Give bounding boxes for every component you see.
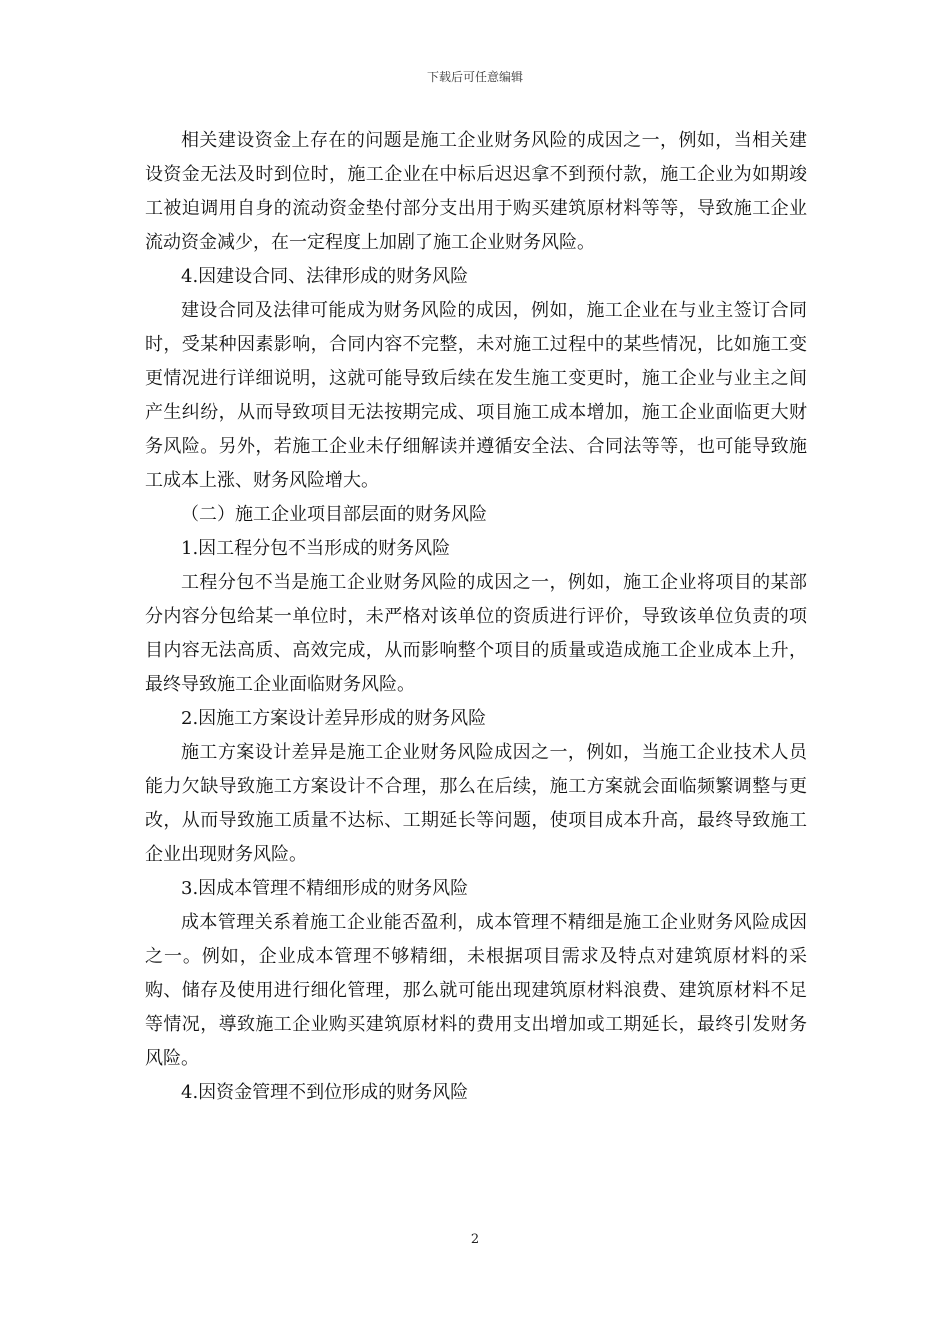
- page-header: 下载后可任意编辑: [426, 70, 523, 84]
- document-body: [145, 124, 807, 1110]
- paragraph: 施工方案设计差异是施工企业财务风险成因之一，例如，当施工企业技术人员能力欠缺导致施工方案设计不合理，那么在后续，施工方案就会面临频繁调整与更改，从而导致施工质量不达标、工期延长等问题，使项目成本升高，最终导致施工企业出现财务风险。: [145, 742, 807, 865]
- paragraph: 相关建设资金上存在的问题是施工企业财务风险的成因之一，例如，当相关建设资金无法及时到位时，施工企业在中标后迟迟拿不到预付款，施工企业为如期竣工被迫调用自身的流动资金垫付部分支出用于购买建筑原材料等等，导致施工企业流动资金减少，在一定程度上加剧了施工企业财务风险。: [145, 130, 807, 253]
- paragraph: 工程分包不当是施工企业财务风险的成因之一，例如，施工企业将项目的某部分内容分包给某一单位时，未严格对该单位的资质进行评价，导致该单位负责的项目内容无法高质、高效完成，从而影响整个项目的质量或造成施工企业成本上升，最终导致施工企业面临财务风险。: [145, 572, 807, 695]
- section-heading: 4.因建设合同、法律形成的财务风险: [181, 266, 469, 287]
- section-heading: （二）施工企业项目部层面的财务风险: [181, 504, 487, 525]
- page-number: 2: [470, 1232, 480, 1247]
- paragraph: 成本管理关系着施工企业能否盈利，成本管理不精细是施工企业财务风险成因之一。例如，企业成本管理不够精细，未根据项目需求及特点对建筑原材料的采购、储存及使用进行细化管理，那么就可能出现建筑原材料浪费、建筑原材料不足等情况，導致施工企业购买建筑原材料的费用支出增加或工期延长，最终引发财务风险。: [145, 912, 807, 1069]
- section-heading: 1.因工程分包不当形成的财务风险: [181, 538, 451, 559]
- section-heading: 4.因资金管理不到位形成的财务风险: [181, 1082, 469, 1103]
- section-heading: 3.因成本管理不精细形成的财务风险: [181, 878, 469, 899]
- section-heading: 2.因施工方案设计差异形成的财务风险: [181, 708, 487, 729]
- paragraph: 建设合同及法律可能成为财务风险的成因，例如，施工企业在与业主签订合同时，受某种因素影响，合同内容不完整，未对施工过程中的某些情况，比如施工变更情况进行详细说明，这就可能导致后续在发生施工变更时，施工企业与业主之间产生纠纷，从而导致项目无法按期完成、项目施工成本增加，施工企业面临更大财务风险。另外，若施工企业未仔细解读并遵循安全法、合同法等等，也可能导致施工成本上涨、财务风险增大。: [145, 300, 807, 491]
